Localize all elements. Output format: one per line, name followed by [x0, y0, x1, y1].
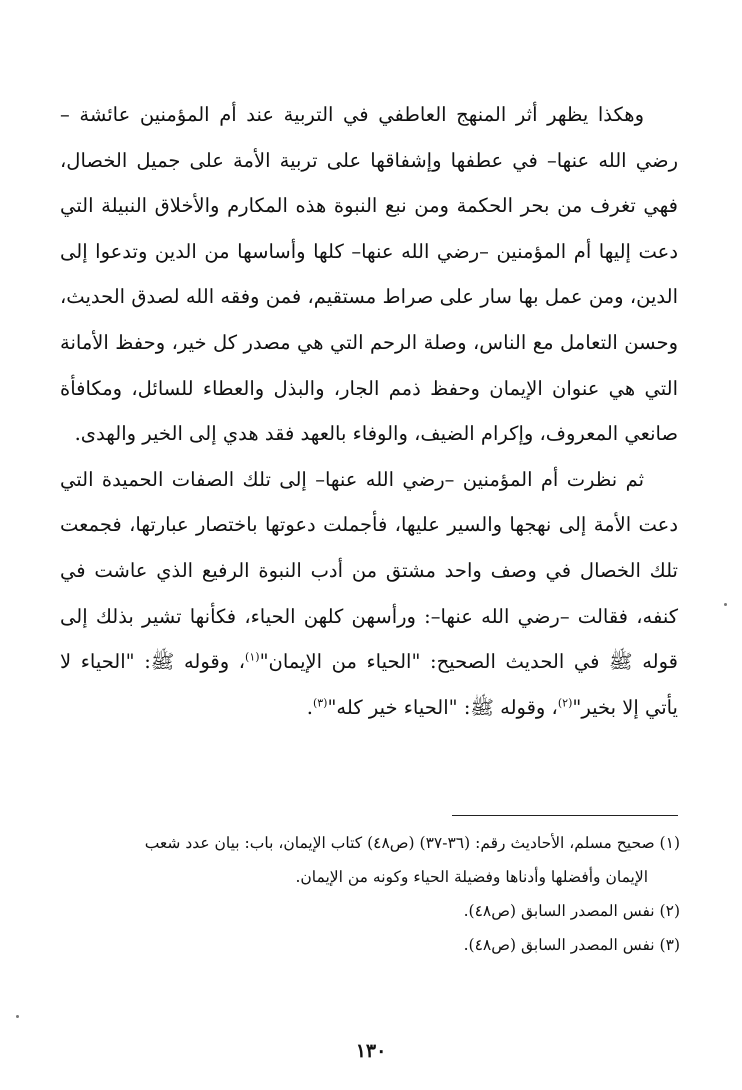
scan-speck	[724, 603, 727, 606]
body-text	[60, 92, 678, 730]
paragraph	[60, 457, 678, 731]
paragraph-text: ، وقوله ﷺ: "الحياء خير كله"	[327, 695, 558, 719]
footnote-divider	[452, 815, 678, 816]
paragraph	[60, 92, 678, 457]
footnote-3: (٣) نفس المصدر السابق (ص٤٨).	[463, 936, 680, 954]
footnote-reference[interactable]: (٣)	[312, 696, 328, 710]
footnote-reference[interactable]: (١)	[245, 650, 260, 664]
page-number: ١٣٠	[355, 1040, 387, 1062]
footnote-1-continuation: الإيمان وأفضلها وأدناها وفضيلة الحياء وكونه من الإيمان.	[295, 868, 648, 886]
footnote-1: (١) صحيح مسلم، الأحاديث رقم: (٣٦-٣٧) (ص٤٨) كتاب الإيمان، باب: بيان عدد شعب	[144, 834, 680, 852]
paragraph-text: وهكذا يظهر أثر المنهج العاطفي في التربية عند أم المؤمنين عائشة –رضي الله عنها– في عطفها وإشفاقها على تربية الأمة على جميل الخصال، فهي تغرف من بحر الحكمة ومن نبع النبوة هذه المكارم والأخلاق النبيلة التي دعت إليها أم المؤمنين –رضي الله عنها– كلها وأساسها من الدين وتدعوا إلى الدين، ومن عمل بها سار على صراط مستقيم، فمن وفقه الله لصدق الحديث، وحسن التعامل مع الناس، وصلة الرحم التي هي مصدر كل خير، وحفظ الأمانة التي هي عنوان الإيمان وحفظ ذمم الجار، والبذل والعطاء للسائل، ومكافأة صانعي المعروف، وإكرام الضيف، والوفاء بالعهد فقد هدي إلى الخير والهدى.	[60, 103, 678, 446]
paragraph-text: ، وقوله ﷺ: "الحياء لا يأتي إلا بخير"	[60, 650, 678, 719]
scan-speck	[16, 1015, 19, 1018]
footnote-2: (٢) نفس المصدر السابق (ص٤٨).	[463, 902, 680, 920]
footnote-reference[interactable]: (٢)	[557, 696, 573, 710]
paragraph-text: .	[306, 695, 313, 719]
paragraph-text: ثم نظرت أم المؤمنين –رضي الله عنها– إلى تلك الصفات الحميدة التي دعت الأمة إلى نهجها والسير عليها، فأجملت دعوتها باختصار عبارتها، فجمعت تلك الخصال في وصف واحد مشتق من أدب النبوة الرفيع الذي عاشت في كنفه، فقالت –رضي الله عنها–: ورأسهن كلهن الحياء، فكأنها تشير بذلك إلى قوله ﷺ في الحديث الصحيح: "الحياء من الإيمان"	[60, 467, 678, 674]
footnotes	[60, 826, 680, 962]
